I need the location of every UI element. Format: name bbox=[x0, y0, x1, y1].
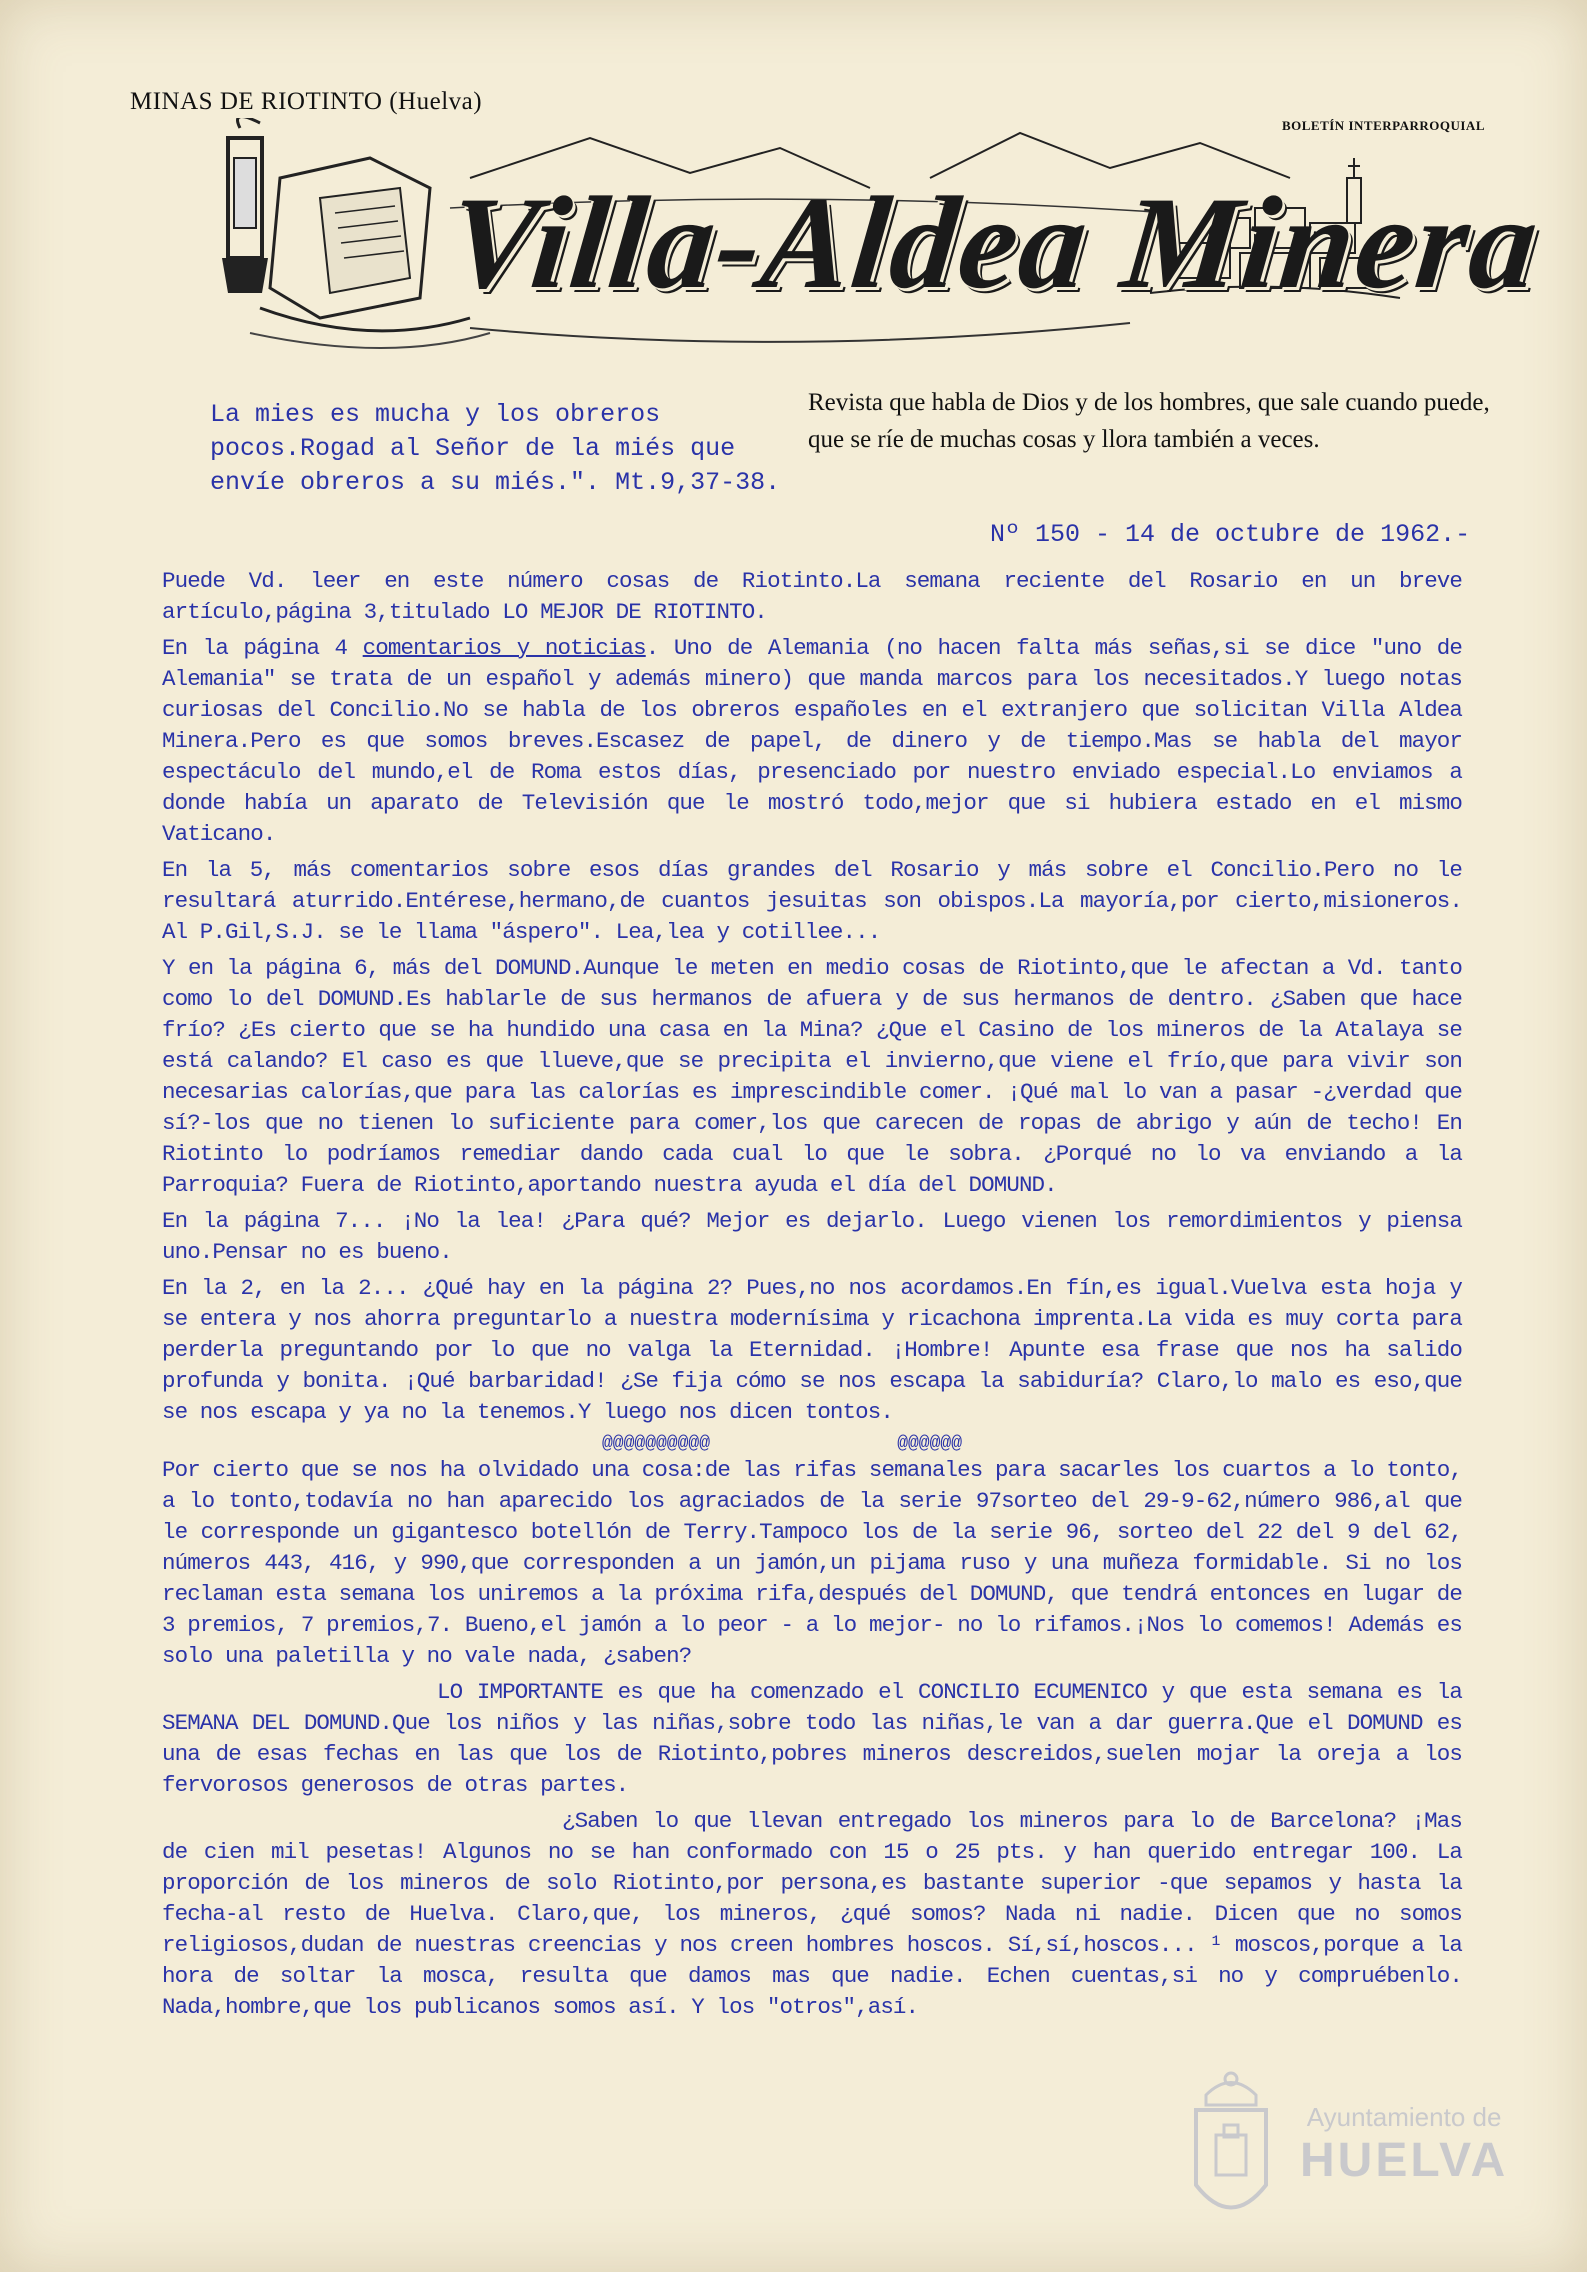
archive-watermark: Ayuntamiento de HUELVA bbox=[1300, 2102, 1509, 2187]
header-location: MINAS DE RIOTINTO (Huelva) bbox=[130, 88, 483, 115]
underlined-phrase: comentarios y noticias bbox=[362, 635, 646, 661]
paragraph: En la 2, en la 2... ¿Qué hay en la página 2? Pues,no nos acordamos.En fín,es igual.Vuelva esta hoja y se entera y nos ahorra preguntarlo a nuestra modernísima y ricachona imprenta.La vida es muy corta para perderla preguntando por lo que no valga la Eternidad. ¡Hombre! Apunte esa frase que nos ha salido profunda y bonita. ¡Qué barbaridad! ¿Se fija cómo se nos escapa la sabiduría? Claro,lo malo es eso,que se nos escapa y ya no la tenemos.Y luego nos dicen tontos. bbox=[162, 1275, 1462, 1425]
issue-number-date: Nº 150 - 14 de octubre de 1962.- bbox=[990, 520, 1471, 549]
paragraph: Por cierto que se nos ha olvidado una cosa:de las rifas semanales para sacarles los cuartos a lo tonto, a lo tonto,todavía no han aparecido los agraciados de la serie 97sorteo del 29-9-62,número 986,al que le corresponde un gigantesco botellón de Terry.Tampoco los de la serie 96, sorteo del 22 del 9 del 62, números 443, 416, y 990,que corresponden a un jamón,un pijama ruso y una muñeza formidable. Si no los reclaman esta semana los uniremos a la próxima rifa,después del DOMUND, que tendrá entonces en lugar de 3 premios, 7 premios,7. Bueno,el jamón a lo peor - a lo mejor- no lo rifamos.¡Nos lo comemos! Además es solo una paletilla y no vale nada, ¿saben? bbox=[162, 1457, 1462, 1669]
paragraph: ¿Saben lo que llevan entregado los mineros para lo de Barcelona? ¡Mas de cien mil pesetas! Algunos no se han conformado con 15 o 25 pts. y han querido entregar 100. La proporción de los mineros de solo Riotinto,por persona,es bastante superior -que sepamos y hasta la fecha-al resto de Huelva. Claro,que, los mineros, ¿qué somos? Nada ni nadie. Dicen que no somos religiosos,dudan de nuestras creencias y nos creen hombres hoscos. Sí,sí,hoscos... ¹ moscos,porque a la hora de soltar la mosca, resulta que damos mas que nadie. Echen cuentas,si no y compruébenlo. Nada,hombre,que los publicanos somos así. Y los "otros",así. bbox=[162, 1808, 1462, 2020]
paragraph: En la página 7... ¡No la lea! ¿Para qué? Mejor es dejarlo. Luego vienen los remordimientos y piensa uno.Pensar no es bueno. bbox=[162, 1208, 1462, 1265]
miner-lamp-icon bbox=[222, 118, 268, 293]
header-bulletin-type: BOLETÍN INTERPARROQUIAL bbox=[1281, 118, 1485, 133]
newspaper-subtitle: Revista que habla de Dios y de los hombres, que sale cuando puede, que se ríe de muchas cosas y llora también a veces. bbox=[808, 389, 1490, 453]
paragraph: En la página 4 comentarios y noticias. Uno de Alemania (no hacen falta más señas,si se dice "uno de Alemania" se trata de un español y además minero) que manda marcos para los necesitados.Y luego notas curiosas del Concilio.No se habla de los obreros españoles en el extranjero que solicitan Villa Aldea Minera.Pero es que somos breves.Escasez de papel, de dinero y de tiempo.Mas se habla del mayor espectáculo del mundo,el de Roma estos días, presenciado por nuestro enviado especial.Lo enviamos a donde había un aparato de Televisión que le mostró todo,mejor que si hubiera estado en el mismo Vaticano. bbox=[162, 635, 1462, 847]
paragraph: LO IMPORTANTE es que ha comenzado el CONCILIO ECUMENICO y que esta semana es la SEMANA DEL DOMUND.Que los niños y las niñas,sobre todo las niñas,le van a dar guerra.Que el DOMUND es una de esas fechas en las que los de Riotinto,pobres mineros descreidos,suelen mojar la oreja a los fervorosos generosos de otras partes. bbox=[162, 1679, 1462, 1798]
paragraph: Puede Vd. leer en este número cosas de Riotinto.La semana reciente del Rosario en un breve artículo,página 3,titulado LO MEJOR DE RIOTINTO. bbox=[162, 568, 1462, 625]
epigraph-quote: La mies es mucha y los obreros pocos.Rogad al Señor de la miés que envíe obreros a su miés.". Mt.9,37-38. bbox=[210, 400, 781, 497]
coat-of-arms-icon bbox=[1186, 2065, 1276, 2235]
newspaper-title: Villa-Aldea Minera bbox=[442, 169, 1547, 316]
masthead bbox=[170, 118, 1547, 368]
paragraph: En la 5, más comentarios sobre esos días grandes del Rosario y más sobre el Concilio.Pero no le resultará aturrido.Entérese,hermano,de cuantos jesuitas son obispos.La mayoría,por cierto,misioneros. Al P.Gil,S.J. se le llama "áspero". Lea,lea y cotillee... bbox=[162, 857, 1462, 945]
article-body bbox=[162, 566, 1462, 2028]
section-separator: @@@@@@@@@@ @@@@@@ bbox=[602, 1434, 962, 1454]
paragraph: Y en la página 6, más del DOMUND.Aunque le meten en medio cosas de Riotinto,que le afectan a Vd. tanto como lo del DOMUND.Es hablarle de sus hermanos de afuera y de sus hermanos de dentro. ¿Saben que hace frío? ¿Es cierto que se ha hundido una casa en la Mina? ¿Que el Casino de los mineros de la Atalaya se está calando? El caso es que llueve,que se precipita el invierno,que viene el frío,que para vivir son necesarias calorías,que para las calorías es imprescindible comer. ¡Qué mal lo van a pasar -¿verdad que sí?-los que no tienen lo suficiente para comer,los que carecen de ropas de abrigo y aún de techo! En Riotinto lo podríamos remediar dando cada cual lo que le sobra. ¿Porqué no lo va enviando a la Parroquia? Fuera de Riotinto,aportando nuestra ayuda el día del DOMUND. bbox=[162, 955, 1462, 1198]
